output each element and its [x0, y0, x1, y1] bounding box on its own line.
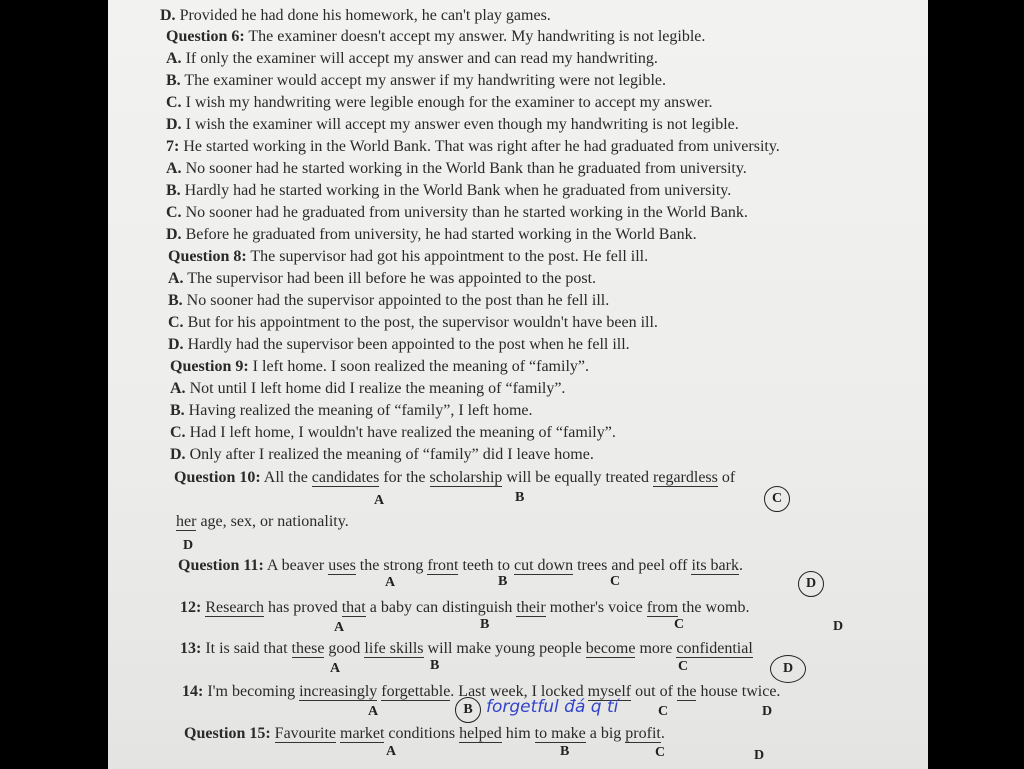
q6-option-c: C. I wish my handwriting were legible enough for the examiner to accept my answer. [166, 94, 713, 111]
q12-letter-d: D [833, 619, 844, 634]
q8-option-b: B. No sooner had the supervisor appointed to the post than he fell ill. [168, 292, 610, 309]
q13-prompt: 13: It is said that these good life skills will make young people become more confidential [180, 640, 753, 657]
q14-letter-b-circled: B [455, 697, 481, 723]
handwritten-note: forgetful đá q tí [486, 697, 619, 717]
q9-prompt: Question 9: I left home. I soon realized the meaning of “family”. [170, 358, 589, 375]
q12-letter-c: C [674, 617, 685, 632]
q11-letter-b: B [498, 574, 508, 589]
q15-letter-c: C [655, 745, 666, 760]
q13-letter-b: B [430, 658, 440, 673]
worksheet-page [108, 0, 928, 769]
q8-option-a: A. The supervisor had been ill before he was appointed to the post. [168, 270, 597, 287]
q7-option-a: A. No sooner had he started working in the World Bank than he graduated from university. [166, 160, 747, 177]
q15-prompt: Question 15: Favourite market conditions helped him to make a big profit. [184, 725, 665, 742]
q15-letter-d: D [754, 748, 765, 763]
q13-letter-c: C [678, 659, 689, 674]
q7-prompt: 7: He started working in the World Bank. That was right after he had graduated from university. [166, 138, 780, 155]
q10-letter-a: A [374, 493, 385, 508]
q6-prompt: Question 6: The examiner doesn't accept my answer. My handwriting is not legible. [166, 28, 706, 45]
q6-option-d: D. I wish the examiner will accept my answer even though my handwriting is not legible. [166, 116, 739, 133]
q11-letter-c: C [610, 574, 621, 589]
q6-option-a: A. If only the examiner will accept my answer and can read my handwriting. [166, 50, 658, 67]
q7-option-d: D. Before he graduated from university, he had started working in the World Bank. [166, 226, 697, 243]
q14-letter-c: C [658, 704, 669, 719]
q11-prompt: Question 11: A beaver uses the strong front teeth to cut down trees and peel off its bark. [178, 557, 743, 574]
q10-prompt: Question 10: All the candidates for the scholarship will be equally treated regardless of [174, 469, 736, 486]
q12-letter-b: B [480, 617, 490, 632]
q8-prompt: Question 8: The supervisor had got his appointment to the post. He fell ill. [168, 248, 649, 265]
q15-letter-b: B [560, 744, 570, 759]
q15-letter-a: A [386, 744, 397, 759]
q10-letter-c-circled: C [764, 486, 790, 512]
q14-prompt: 14: I'm becoming increasingly forgettable. Last week, I locked myself out of the house twice. [182, 683, 781, 700]
q12-letter-a: A [334, 620, 345, 635]
q9-option-b: B. Having realized the meaning of “family”, I left home. [170, 402, 533, 419]
q13-letter-d-circled: D [770, 655, 806, 683]
q11-letter-d-circled: D [798, 571, 824, 597]
q10-prompt-cont: her age, sex, or nationality. [176, 513, 349, 530]
q7-option-b: B. Hardly had he started working in the World Bank when he graduated from university. [166, 182, 732, 199]
q5-option-d: D. Provided he had done his homework, he can't play games. [160, 7, 551, 24]
q11-letter-a: A [385, 575, 396, 590]
q9-option-d: D. Only after I realized the meaning of “family” did I leave home. [170, 446, 594, 463]
q7-option-c: C. No sooner had he graduated from university than he started working in the World Bank. [166, 204, 748, 221]
q8-option-d: D. Hardly had the supervisor been appointed to the post when he fell ill. [168, 336, 630, 353]
q8-option-c: C. But for his appointment to the post, the supervisor wouldn't have been ill. [168, 314, 658, 331]
q14-letter-d: D [762, 704, 773, 719]
q13-letter-a: A [330, 661, 341, 676]
q9-option-a: A. Not until I left home did I realize the meaning of “family”. [170, 380, 566, 397]
q10-letter-d: D [183, 538, 194, 553]
q10-letter-b: B [515, 490, 525, 505]
q12-prompt: 12: Research has proved that a baby can distinguish their mother's voice from the womb. [180, 599, 750, 616]
q6-option-b: B. The examiner would accept my answer if my handwriting were not legible. [166, 72, 667, 89]
q14-letter-a: A [368, 704, 379, 719]
q9-option-c: C. Had I left home, I wouldn't have realized the meaning of “family”. [170, 424, 616, 441]
